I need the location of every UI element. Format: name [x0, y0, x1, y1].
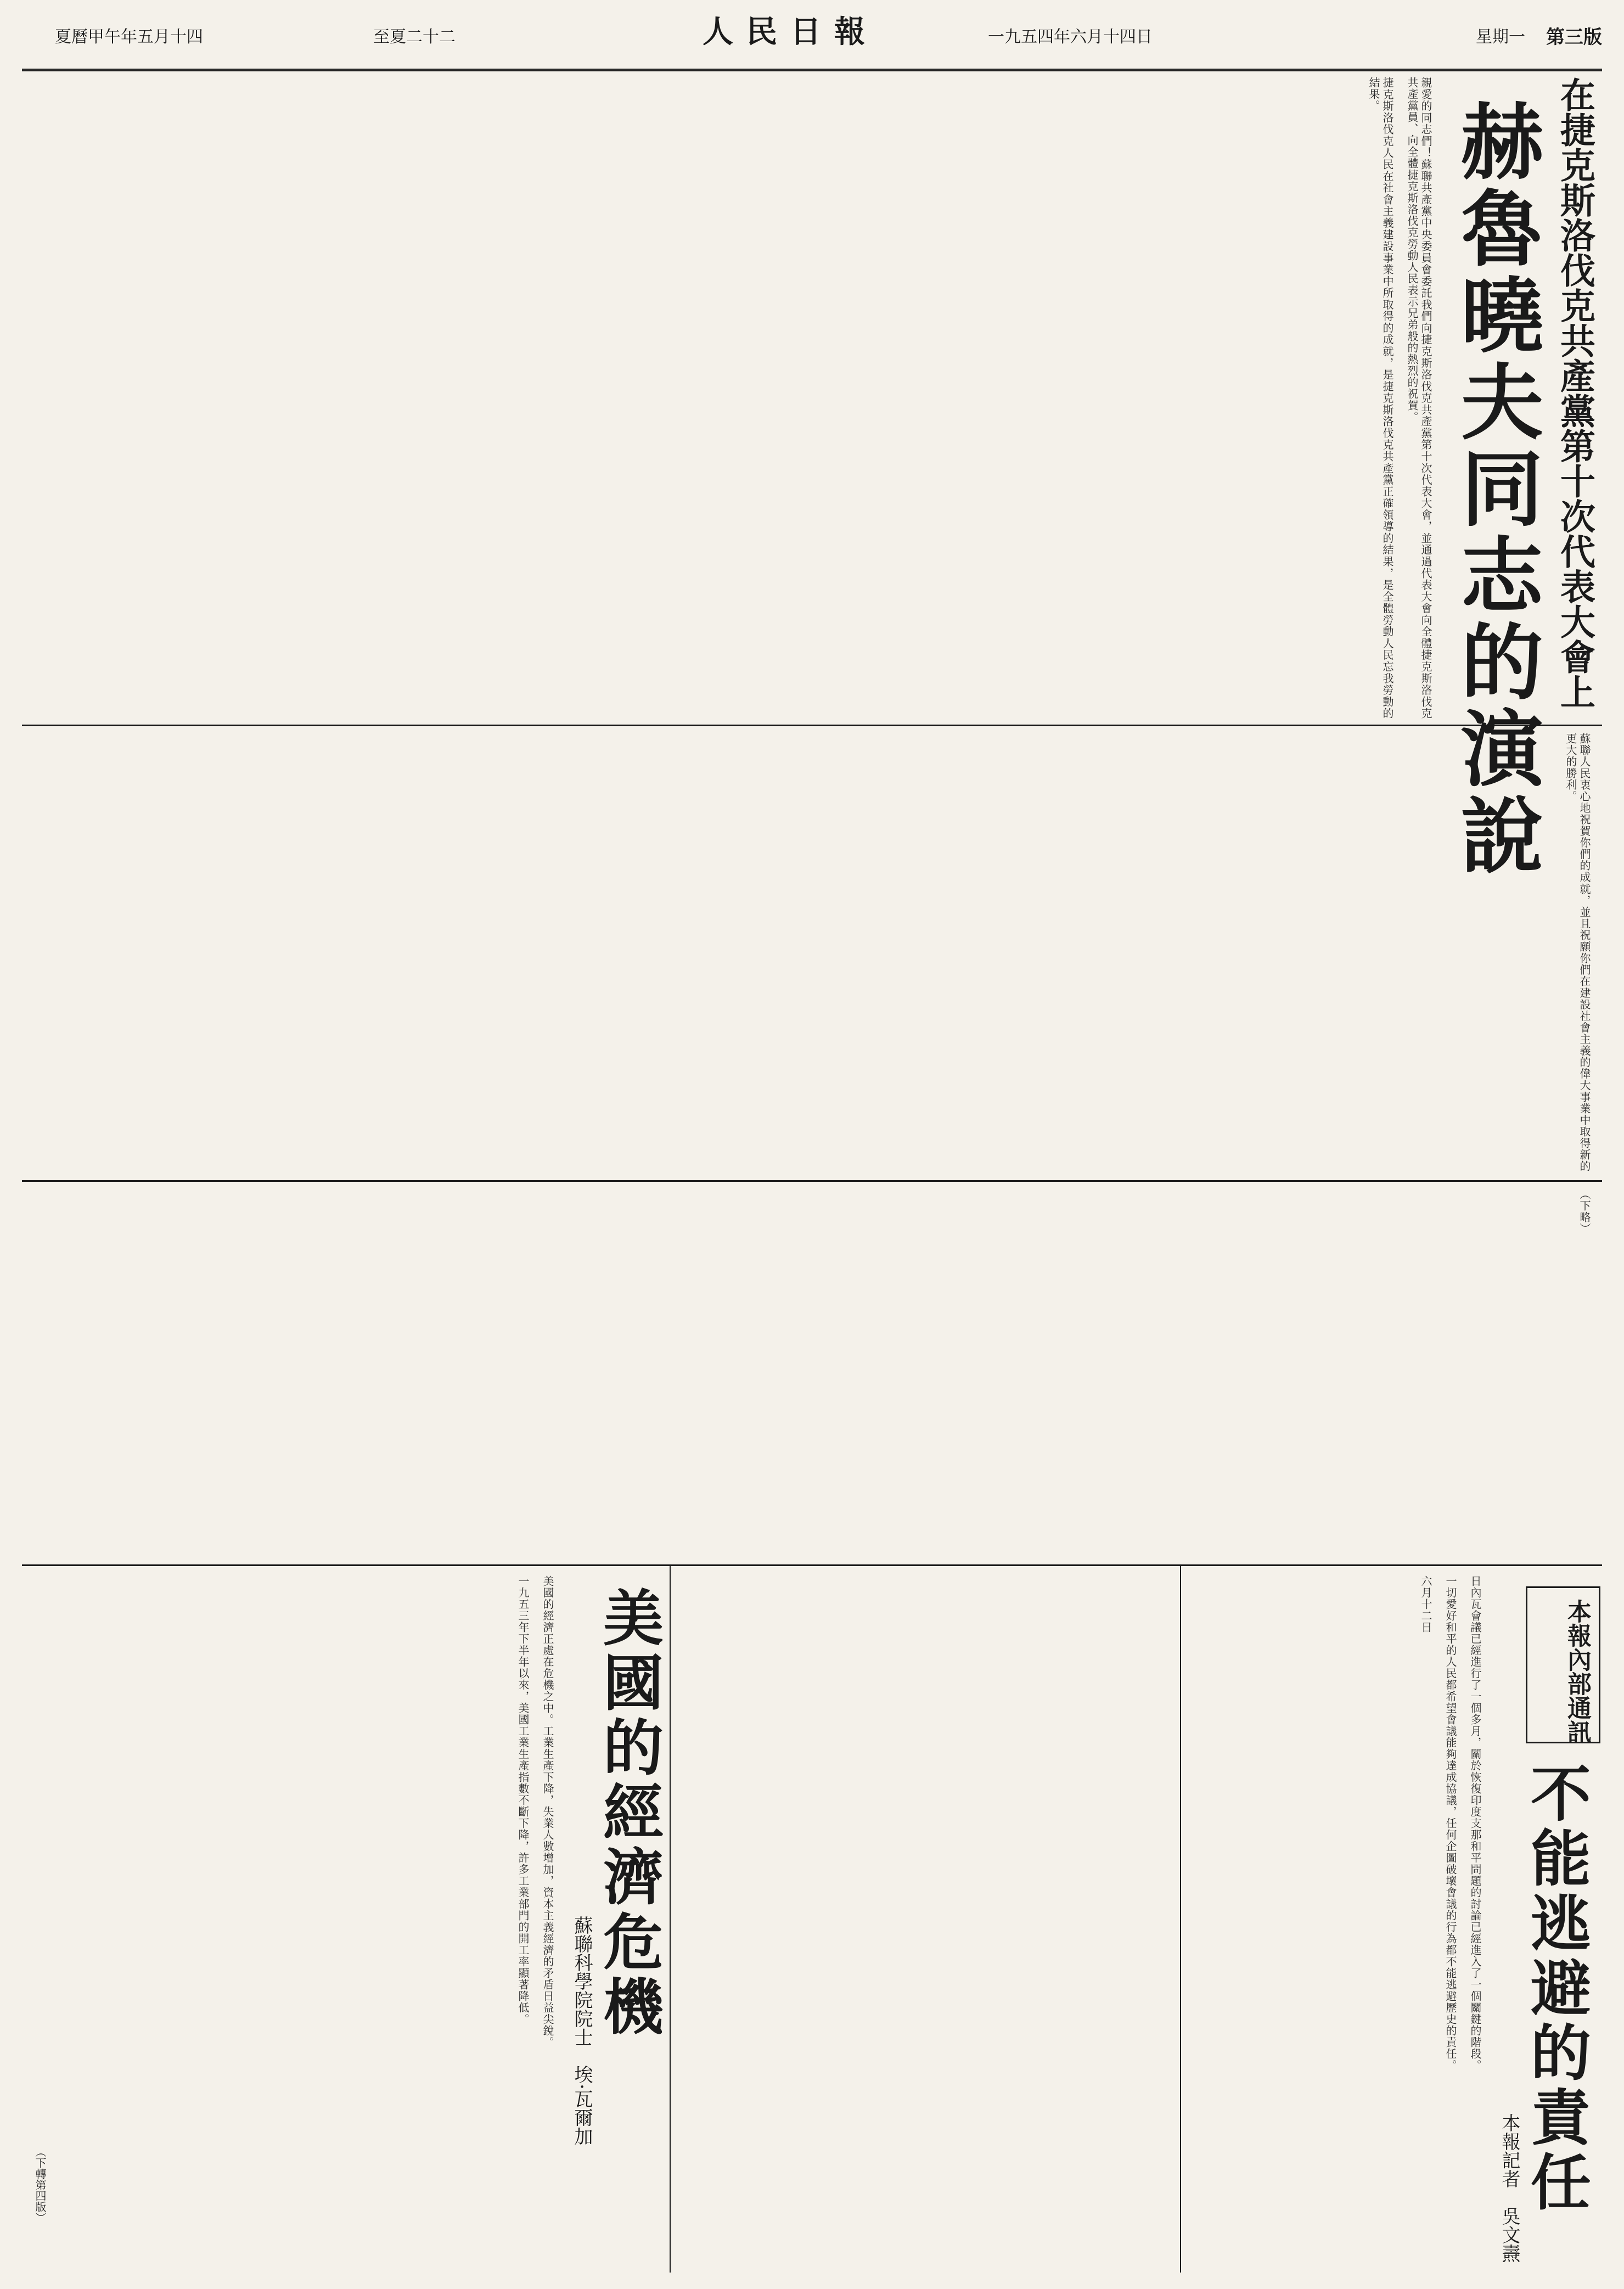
- column-rule: [670, 1564, 671, 2273]
- issue-date: 一九五四年六月十四日: [988, 27, 1153, 47]
- econ-article-byline: 蘇聯科學院院士 埃·瓦爾加: [571, 1916, 593, 2146]
- paragraph: 一九五三年下半年以來，美國工業生產指數不斷下降，許多工業部門的開工率顯著降低。: [516, 1575, 530, 2025]
- main-article-kicker: 在捷克斯洛伐克共產黨第十次代表大會上: [1554, 77, 1595, 709]
- dispatch-box: [1526, 1586, 1600, 1743]
- main-article-body-top: [22, 77, 1443, 719]
- paragraph: （下略）: [1578, 1188, 1591, 1235]
- econ-article-body: [27, 1575, 565, 2234]
- section-rule: [22, 1564, 1602, 1566]
- masthead-bar: [22, 16, 1602, 71]
- paragraph: 日內瓦會議已經進行了一個多月，關於恢復印度支那和平問題的討論已經進入了一個關鍵的階段。: [1469, 1575, 1482, 2071]
- page-number: 第三版: [1546, 26, 1602, 48]
- paragraph: 美國的經濟正處在危機之中。工業生產下降，失業人數增加，資本主義經濟的矛盾日益尖銳。: [541, 1575, 554, 2048]
- paragraph: 蘇聯人民衷心地祝賀你們的成就，並且祝願你們在建設社會主義的偉大事業中取得新的更大的勝利。: [1564, 733, 1591, 1172]
- paragraph: 親愛的同志們！蘇聯共產黨中央委員會委託我們向捷克斯洛伐克共產黨第十次代表大會，並通過代表大會向全體捷克斯洛伐克共產黨員、向全體捷克斯洛伐克勞動人民表示兄弟般的熱烈的祝賀。: [1406, 77, 1432, 719]
- weekday: 星期一: [1476, 27, 1525, 47]
- dateline: 六月十二日: [1419, 1575, 1432, 1633]
- section-rule: [22, 725, 1602, 726]
- econ-continued-note: （下轉第四版）: [33, 2146, 47, 2223]
- paragraph: 捷克斯洛伐克人民在社會主義建設事業中所取得的成就，是捷克斯洛伐克共產黨正確領導的結果，是全體勞動人民忘我勞動的結果。: [1367, 77, 1394, 719]
- dispatch-box-label: 本報內部通訊: [1563, 1599, 1591, 1744]
- paper-name: 人民日報: [703, 14, 878, 50]
- econ-article-headline: 美國的經濟危機: [593, 1586, 664, 2040]
- section-rule: [22, 1180, 1602, 1182]
- resp-article-body: [681, 1575, 1493, 2256]
- resp-article-byline: 本報記者 吳文燾: [1498, 2113, 1520, 2263]
- resp-article-headline: 不能逃避的責任: [1521, 1762, 1592, 2215]
- lunar-date-left: 至夏二十二: [373, 27, 456, 47]
- paragraph: 一切愛好和平的人民都希望會議能夠達成協議，任何企圖破壞會議的行為都不能逃避歷史的責任。: [1444, 1575, 1457, 2071]
- main-article-body-lower: [22, 1188, 1602, 1556]
- main-article-body-middle: [22, 733, 1602, 1172]
- main-article-headline: 赫魯曉夫同志的演說: [1447, 99, 1543, 879]
- lunar-date-right: 夏曆甲午年五月十四: [55, 27, 203, 47]
